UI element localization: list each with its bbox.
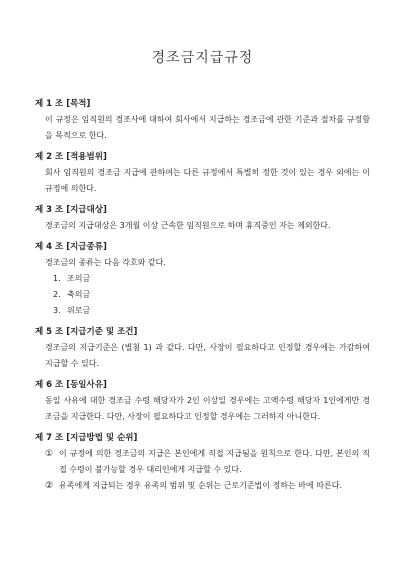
article-paragraph: 이 규정은 임직원의 경조사에 대하여 회사에서 지급하는 경조금에 관한 기준과 절차를 규정함을 목적으로 한다. (45, 115, 370, 140)
clause-item (45, 478, 370, 494)
article-paragraph: 경조금의 종류는 다음 각호와 같다. (45, 258, 166, 267)
article-paragraph: 회사 임직원의 경조금 지급에 관하여는 다른 규정에서 특별히 정한 것이 있는 경우 외에는 이 규정에 의한다. (45, 168, 370, 193)
article-paragraph: 경조금의 지급기준은 (별첨 1) 과 같다. 다만, 사장이 필요하다고 인정할 경우에는 가감하여 지급할 수 있다. (45, 343, 370, 368)
list-item-text: 위로금 (67, 306, 91, 315)
article-paragraph: 동일 사유에 대한 경조금 수령 해당자가 2인 이상일 경우에는 고액수령 해당자 1인에게만 경조금을 지급한다. 다만, 사장이 필요하다고 인정할 경우에는 그러하지 아니한다. (45, 396, 370, 421)
list-item (45, 287, 370, 303)
list-item-text: 축의금 (67, 290, 91, 299)
article-body (35, 218, 370, 234)
article-heading: 제 5 조 [지급기준 및 조건] (35, 327, 138, 337)
clause-item (45, 446, 370, 478)
clause-text: 이 규정에 의한 경조금의 지급은 본인에게 직접 지급됨을 원칙으로 한다. 다만, 본인의 직접 수령이 불가능할 경우 대리인에게 지급할 수 있다. (59, 449, 370, 474)
document-content (35, 97, 370, 494)
list-item-number: 3. (53, 306, 61, 315)
article-heading: 제 4 조 [지급종류] (35, 242, 107, 252)
list-item-text: 조의금 (67, 274, 91, 283)
article-4 (35, 240, 370, 319)
article-body (35, 340, 370, 372)
list-item-number: 1. (53, 274, 61, 283)
article-heading: 제 6 조 [동일사유] (35, 380, 107, 390)
clause-text: 유족에게 지급되는 경우 유족의 범위 및 순위는 근로기준법이 정하는 바에 따른다. (59, 481, 342, 490)
list-item-number: 2. (53, 290, 61, 299)
article-heading: 제 3 조 [지급대상] (35, 205, 107, 215)
article-5 (35, 325, 370, 372)
article-6 (35, 378, 370, 425)
article-heading: 제 2 조 [적용범위] (35, 152, 107, 162)
article-1 (35, 97, 370, 144)
article-paragraph: 경조금의 지급대상은 3개월 이상 근속한 임직원으로 하며 휴직중인 자는 제외한다. (45, 221, 331, 230)
article-heading: 제 1 조 [목적] (35, 99, 91, 109)
article-body (35, 112, 370, 144)
article-2 (35, 150, 370, 197)
list-item (45, 303, 370, 319)
article-body (35, 255, 370, 319)
article-body (35, 446, 370, 494)
article-7 (35, 431, 370, 494)
article-body (35, 165, 370, 197)
clause-number: ① (45, 449, 54, 459)
article-body (35, 393, 370, 425)
clause-number: ② (45, 481, 54, 491)
article-3 (35, 203, 370, 234)
document-title: 경조금지급규정 (151, 50, 254, 66)
article-heading: 제 7 조 [지급방법 및 순위] (35, 433, 138, 443)
list-item (45, 271, 370, 287)
